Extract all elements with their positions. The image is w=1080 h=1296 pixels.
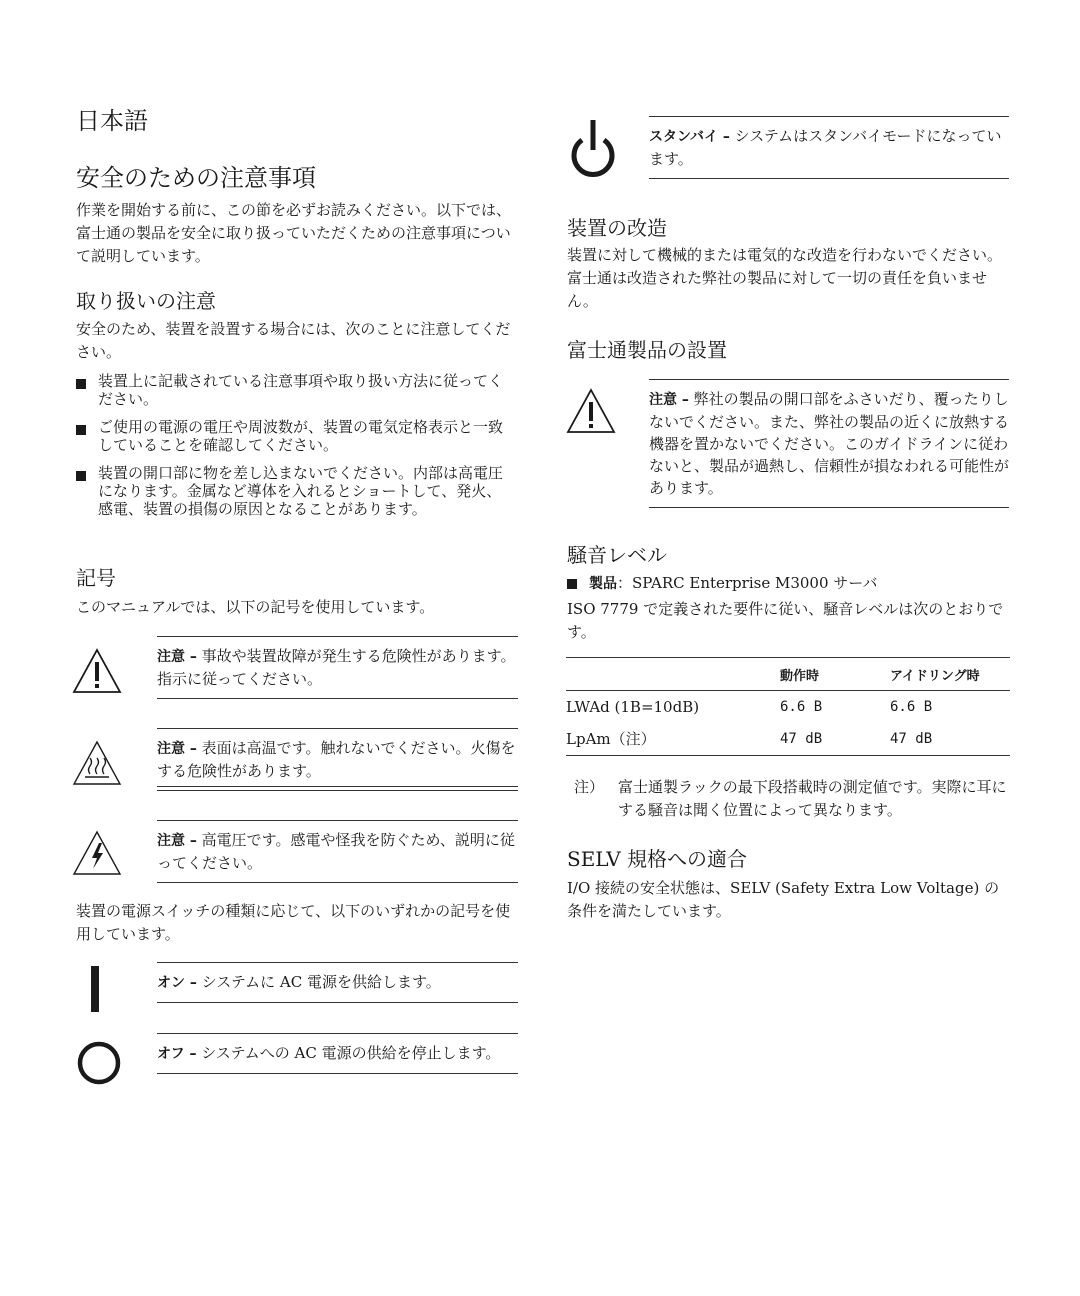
symbols-intro: このマニュアルでは、以下の記号を使用しています。 xyxy=(76,598,435,616)
caution-note xyxy=(157,636,518,699)
power-on-note xyxy=(157,962,518,1003)
bullet-text: 装置の開口部に物を差し込まないでください。内部は高電圧になります。金属など導体を入れるとショートして、発火、感電、装置の損傷の原因となることがあります。 xyxy=(98,464,504,518)
caution-label: 注意 – xyxy=(649,392,689,408)
table-header: アイドリング時 xyxy=(890,668,980,684)
modification-text: 装置に対して機械的または電気的な改造を行わないでください。富士通は改造された弊社の製品に対して一切の責任を負いません。 xyxy=(567,246,1003,310)
table-cell: LWAd (1B=10dB) xyxy=(566,697,700,716)
warning-icon xyxy=(566,388,616,434)
list-item xyxy=(76,464,518,518)
caution-text: 高電圧です。感電や怪我を防ぐため、説明に従ってください。 xyxy=(157,831,515,872)
table-header: 動作時 xyxy=(780,668,820,684)
modification-title: 装置の改造 xyxy=(567,216,667,240)
safety-intro: 作業を開始する前に、この節を必ずお読みください。以下では、富士通の製品を安全に取り扱っていただくための注意事項について説明しています。 xyxy=(76,201,512,265)
caution-label: 注意 – xyxy=(157,833,197,849)
bullet-text: 装置上に記載されている注意事項や取り扱い方法に従ってください。 xyxy=(98,372,504,408)
selv-title: SELV 規格への適合 xyxy=(567,847,748,871)
caution-text: 事故や装置故障が発生する危険性があります。指示に従ってください。 xyxy=(157,647,516,688)
warning-icon xyxy=(72,648,122,694)
hot-surface-note xyxy=(157,728,518,791)
hot-surface-icon xyxy=(72,740,122,786)
table-header xyxy=(566,658,780,691)
table-cell: 47 dB xyxy=(890,731,933,747)
handling-intro: 安全のため、装置を設置する場合には、次のことに注意してください。 xyxy=(76,320,511,361)
power-intro: 装置の電源スイッチの種類に応じて、以下のいずれかの記号を使用しています。 xyxy=(76,902,511,943)
standby-icon xyxy=(568,120,618,178)
bullet-icon xyxy=(76,379,86,389)
table-cell: 47 dB xyxy=(780,731,823,747)
power-off-text: システムへの AC 電源の供給を停止します。 xyxy=(196,1044,501,1062)
noise-title: 騒音レベル xyxy=(567,543,667,567)
bullet-text: ご使用の電源の電圧や周波数が、装置の電気定格表示と一致していることを確認してください。 xyxy=(98,418,504,454)
symbols-title: 記号 xyxy=(76,566,116,590)
bullet-icon xyxy=(76,471,86,481)
bullet-icon xyxy=(76,425,86,435)
footnote-mark: 注） xyxy=(574,778,605,796)
list-item xyxy=(76,372,518,408)
caution-label: 注意 – xyxy=(157,649,197,665)
power-on-icon xyxy=(91,966,99,1012)
install-title: 富士通製品の設置 xyxy=(567,338,727,362)
power-off-label: オフ – xyxy=(157,1046,197,1062)
table-header-row xyxy=(566,658,1010,691)
bullet-icon xyxy=(567,579,577,589)
handling-title: 取り扱いの注意 xyxy=(76,289,216,313)
product-value: ：SPARC Enterprise M3000 サーバ xyxy=(617,574,878,592)
noise-table xyxy=(566,657,1010,756)
install-caution-note xyxy=(649,379,1009,508)
high-voltage-icon xyxy=(72,830,122,876)
table-cell: LpAm（注） xyxy=(566,729,656,748)
power-off-icon xyxy=(76,1040,122,1086)
handling-bullet-list xyxy=(76,372,518,518)
note-divider xyxy=(157,786,518,787)
table-row xyxy=(566,723,1010,755)
standby-label: スタンバイ – xyxy=(649,129,730,145)
power-on-label: オン – xyxy=(157,975,197,991)
power-off-note xyxy=(157,1033,518,1074)
standby-note xyxy=(649,116,1009,179)
power-on-text: システムに AC 電源を供給します。 xyxy=(196,973,441,991)
safety-title: 安全のための注意事項 xyxy=(76,164,316,192)
footnote-text: 富士通製ラックの最下段搭載時の測定値です。実際に耳にする騒音は聞く位置によって異なります。 xyxy=(618,778,1007,819)
caution-label: 注意 – xyxy=(157,741,197,757)
caution-text: 弊社の製品の開口部をふさいだり、覆ったりしないでください。また、弊社の製品の近くに放熱する機器を置かないでください。このガイドラインに従わないと、製品が過熱し、信頼性が損なわれる可能性があります。 xyxy=(649,390,1010,497)
product-item xyxy=(567,572,878,595)
table-cell: 6.6 B xyxy=(780,699,823,715)
noise-intro: ISO 7779 で定義された要件に従い、騒音レベルは次のとおりです。 xyxy=(567,600,1004,641)
table-row xyxy=(566,691,1010,724)
language-title: 日本語 xyxy=(76,107,148,135)
product-label: 製品 xyxy=(589,576,617,592)
caution-text: 表面は高温です。触れないでください。火傷をする危険性があります。 xyxy=(157,739,516,780)
table-cell: 6.6 B xyxy=(890,699,933,715)
high-voltage-note xyxy=(157,820,518,883)
selv-text: I/O 接続の安全状態は、SELV (Safety Extra Low Voltage) の条件を満たしています。 xyxy=(567,879,1000,920)
list-item xyxy=(76,418,518,454)
footnote xyxy=(574,776,1010,822)
standby-text: システムはスタンバイモードになっています。 xyxy=(649,127,1002,168)
